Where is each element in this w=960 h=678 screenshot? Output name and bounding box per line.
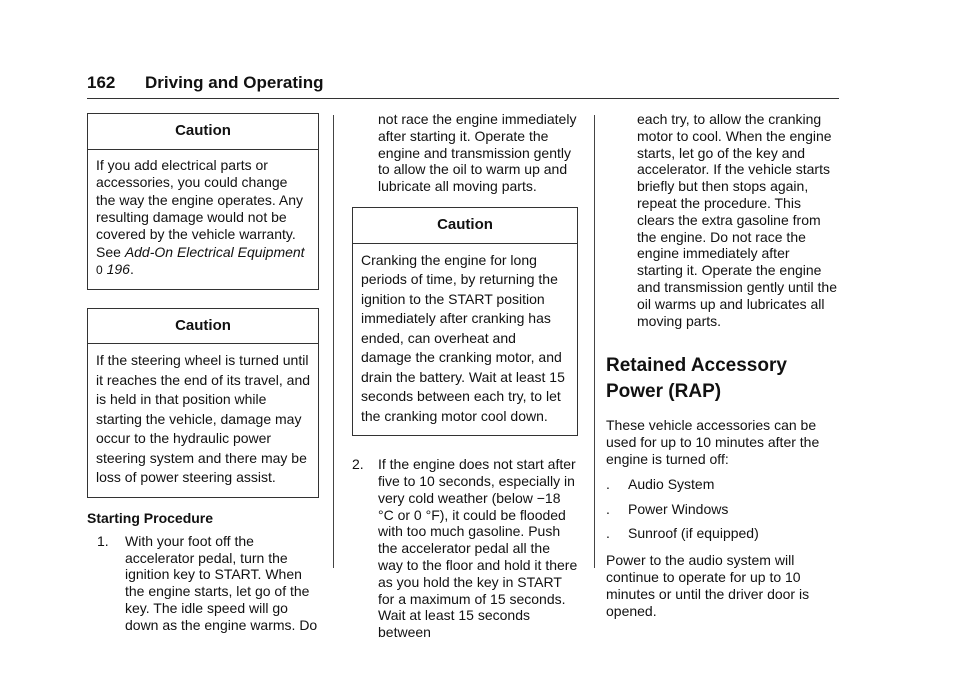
step-2-continuation: each try, to allow the cranking motor to cool. When the engine starts, let go of the key and accelerator. If the vehicle starts briefly but then stops again, repeat the procedure. This clears the extra gasoline from the engine. Do not race the engine immediately after starting it. Operate the engine and transmission gently until the oil warms up and lubricates all moving parts.	[637, 111, 837, 329]
subheading-starting-procedure: Starting Procedure	[87, 509, 214, 526]
caution-title: Caution	[88, 309, 318, 345]
column-1	[87, 113, 319, 634]
section-title-rap: Retained Accessory Power (RAP)	[606, 355, 787, 403]
rap-intro: These vehicle accessories can be used for up to 10 minutes after the engine is turned off:	[606, 417, 820, 467]
step-text: If the engine does not start after five to 10 seconds, especially in very cold weather (below −18 °C or 0 °F), it could be flooded with too much gasoline. Push the accelerator pedal all the way to the floor and hold it there as you hold the key in START for a maximum of 15 seconds. Wait at least 15 seconds between	[378, 456, 578, 641]
bullet-text: Sunroof (if equipped)	[628, 525, 759, 542]
caution-box-steering	[87, 308, 319, 498]
step-number: 2.	[352, 456, 364, 473]
caution-body: Cranking the engine for long periods of time, by returning the ignition to the START position immediately after cranking has ended, can overheat and damage the cranking motor, and drain the battery. Wait at least 15 seconds between each try, to let the cranking motor cool down.	[361, 251, 565, 424]
bullet-text: Power Windows	[628, 500, 729, 517]
bullet-marker: .	[606, 500, 610, 517]
caution-box-electrical	[87, 113, 319, 290]
step-2	[352, 456, 578, 641]
caution-body: If the steering wheel is turned until it reaches the end of its travel, and is held in that position while starting the vehicle, damage may occur to the hydraulic power steering system and there may be loss of power steering assist.	[96, 352, 311, 486]
page-ref-icon: 0	[96, 263, 103, 278]
xref-link[interactable]: Add-On Electrical Equipment	[124, 243, 305, 260]
caution-body	[88, 150, 318, 289]
page-ref[interactable]: 196	[106, 261, 130, 278]
step-1-continuation: not race the engine immediately after starting it. Operate the engine and transmission gently to allow the oil to warm up and lubricate all moving parts.	[378, 111, 577, 195]
chapter-title: Driving and Operating	[145, 73, 324, 92]
caution-title: Caution	[353, 208, 577, 244]
header-rule	[87, 98, 839, 99]
bullet-item	[606, 476, 839, 493]
step-1	[87, 533, 319, 634]
bullet-item	[606, 525, 839, 542]
bullet-text: Audio System	[628, 475, 715, 492]
bullet-marker: .	[606, 525, 610, 542]
step-number: 1.	[97, 532, 109, 549]
bullet-marker: .	[606, 475, 610, 492]
column-3	[606, 111, 839, 619]
caution-end: .	[129, 261, 134, 278]
bullet-item	[606, 501, 839, 518]
page-number: 162	[87, 73, 116, 92]
caution-text: If you add electrical parts or accessories, you could change the way the engine operates. Any resulting damage would not be covered by the vehicle warranty. See	[96, 156, 304, 260]
caution-box-cranking	[352, 207, 578, 436]
caution-title: Caution	[88, 114, 318, 150]
rap-outro: Power to the audio system will continue to operate for up to 10 minutes or until the driver door is opened.	[606, 552, 810, 619]
column-divider	[594, 115, 595, 568]
running-header	[87, 72, 839, 98]
column-divider	[333, 115, 334, 568]
step-text: With your foot off the accelerator pedal, turn the ignition key to START. When the engine starts, let go of the key. The idle speed will go down as the engine warms. Do	[125, 532, 318, 633]
column-2	[352, 111, 578, 641]
